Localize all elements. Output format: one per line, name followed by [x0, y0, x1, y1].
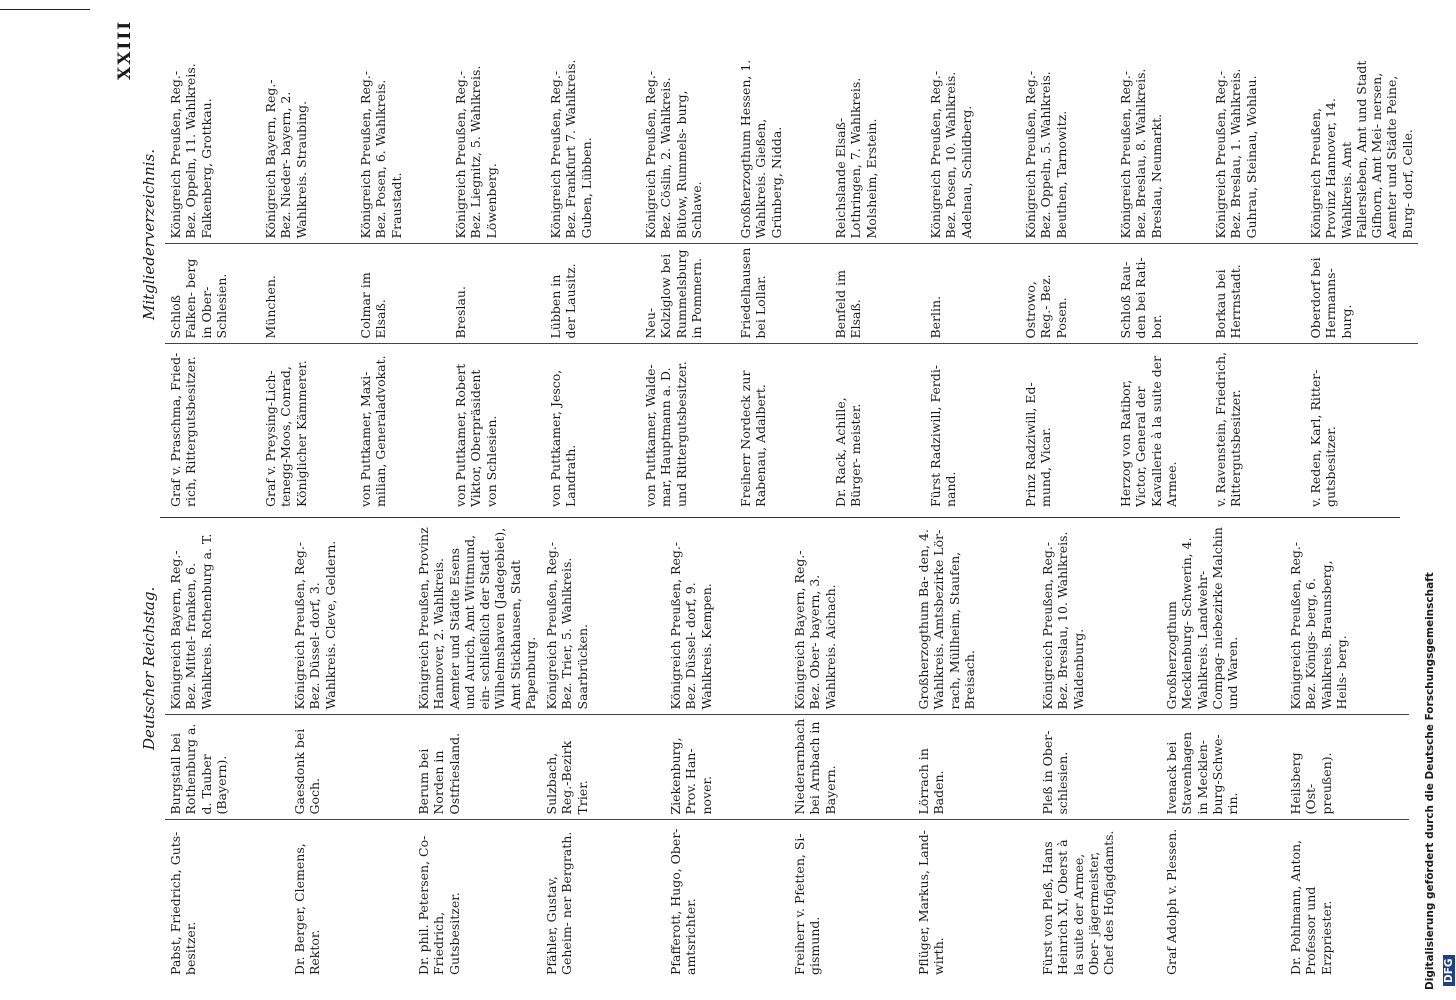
side-credit: [1418, 572, 1456, 990]
member-name: von Puttkamer, Jesco, Landrath.: [548, 369, 579, 507]
member-row: [1115, 52, 1210, 512]
member-name: Dr. Berger, Clemens, Rektor.: [292, 843, 323, 975]
constituency: Königreich Preußen, Reg.-Bez. Königs- berg, 6. Wahlkreis. Braunsberg, Heils- berg.: [1285, 522, 1409, 715]
page-number: XXIII: [115, 19, 135, 80]
member-table-left: [165, 522, 1409, 980]
constituency: Königreich Preußen, Reg.-Bez. Breslau, 1. Wahlkreis. Guhrau, Steinau, Wohlau.: [1210, 52, 1305, 244]
member-row: [260, 52, 355, 512]
residence: Benfeld im Elsaß.: [830, 244, 925, 344]
member-row: [289, 522, 413, 980]
constituency: Königreich Bayern, Reg.-Bez. Ober- bayern, 3. Wahlkreis. Aichach.: [789, 522, 913, 715]
residence: Burgstall bei Rothenburg a. d. Tauber (Bayern).: [165, 715, 289, 820]
column-divider: [160, 517, 1400, 518]
member-name: Prinz Radziwill, Ed- mund, Vicar.: [1023, 382, 1054, 507]
residence: Ostrowo, Reg.- Bez. Posen.: [1020, 244, 1115, 344]
member-name: Pfähler, Gustav, Geheim- ner Bergrath.: [544, 831, 575, 975]
member-row: [925, 52, 1020, 512]
residence: Berlin.: [925, 244, 1020, 344]
member-name: Pabst, Friedrich, Guts- besitzer.: [168, 831, 199, 975]
member-row: [830, 52, 925, 512]
residence: Schloß Rau- den bei Rati- bor.: [1115, 244, 1210, 344]
member-name: Dr. Rack, Achille, Bürger- meister.: [833, 397, 864, 507]
member-name: Graf v. Preysing-Lich- tenegg-Moos, Conrad, Königlicher Kämmerer.: [263, 360, 309, 507]
residence: Ivenack bei Stavenhagen in Mecklen- burg-Schwe- rin.: [1161, 715, 1285, 820]
member-name: Dr. Pohlmann, Anton, Professor und Erzpriester.: [1288, 839, 1334, 975]
constituency: Königreich Bayern, Reg.-Bez. Nieder- bayern, 2. Wahlkreis. Straubing.: [260, 52, 355, 244]
member-row: [1020, 52, 1115, 512]
member-name: Fürst Radziwill, Ferdi- nand.: [928, 364, 959, 507]
member-row: [413, 522, 541, 980]
member-name: von Puttkamer, Maxi- milian, Generaladvokat.: [358, 355, 389, 507]
constituency: Königreich Preußen, Reg.-Bez. Posen, 6. Wahlkreis. Fraustadt.: [355, 52, 450, 244]
residence: Heilsberg (Ost- preußen).: [1285, 715, 1409, 820]
constituency: Reichslande Elsaß- Lothringen, 7. Wahlkreis. Molsheim, Erstein.: [830, 52, 925, 244]
residence: Schloß Falken- berg in Ober- Schlesien.: [165, 244, 260, 344]
member-row: [165, 52, 260, 512]
member-name: von Puttkamer, Walde- mar, Hauptmann a. D. und Rittergutsbesitzer.: [643, 361, 689, 507]
residence: Gaesdonk bei Goch.: [289, 715, 413, 820]
member-row: [789, 522, 913, 980]
member-name: Freiherr v. Pfetten, Si- gismund.: [792, 833, 823, 975]
constituency: Großherzogthum Hessen, 1. Wahlkreis. Gießen, Grünberg, Nidda.: [735, 52, 830, 244]
residence: Niederarnbach bei Arnbach in Bayern.: [789, 715, 913, 820]
member-table-right: [165, 52, 1418, 512]
residence: Colmar im Elsaß.: [355, 244, 450, 344]
residence: Sulzbach, Reg.-Bezirk Trier.: [541, 715, 665, 820]
member-row: [1285, 522, 1409, 980]
residence: Oberdorf bei Hermanns- burg.: [1305, 244, 1418, 344]
constituency: Königreich Preußen, Reg.-Bez. Frankfurt 7. Wahlkreis. Guben, Lübben.: [545, 52, 640, 244]
credit-text: Digitalisierung gefördert durch die Deutsche Forschungsgemeinschaft: [1424, 572, 1436, 990]
constituency: Königreich Preußen, Reg.-Bez. Trier, 5. Wahlkreis. Saarbrücken.: [541, 522, 665, 715]
member-row: [1037, 522, 1161, 980]
member-name: v. Reden, Karl, Ritter- gutsbesitzer.: [1308, 369, 1339, 507]
dfg-logo: DFG: [1443, 955, 1455, 986]
member-name: Freiherr Nordeck zur Rabenau, Adalbert.: [738, 370, 769, 507]
scan-edge-mark: [0, 9, 90, 10]
constituency: Königreich Preußen, Provinz Hannover, 2. Wahlkreis. Aemter und Städte Esens und Aurich, Amt Wittmund, ein- schließlich der Stadt Wilhelmshaven (Jadegebiet), Amt Stickhausen, Stadt Papenburg.: [413, 522, 541, 715]
residence: Lübben in der Lausitz.: [545, 244, 640, 344]
heading-right: Mitgliederverzeichnis.: [140, 149, 158, 320]
residence: Borkau bei Herrnstadt.: [1210, 244, 1305, 344]
residence: Pleß in Ober- schlesien.: [1037, 715, 1161, 820]
member-row: [545, 52, 640, 512]
constituency: Königreich Preußen, Reg.-Bez. Posen, 10. Wahlkreis. Adelnau, Schildberg.: [925, 52, 1020, 244]
residence: München.: [260, 244, 355, 344]
member-row: [450, 52, 545, 512]
member-name: Graf Adolph v. Plessen.: [1164, 828, 1179, 975]
member-name: v. Ravenstein, Friedrich, Rittergutsbesitzer.: [1213, 351, 1244, 507]
member-row: [1210, 52, 1305, 512]
member-row: [913, 522, 1037, 980]
heading-left: Deutscher Reichstag.: [140, 586, 158, 750]
member-row: [640, 52, 735, 512]
constituency: Großherzogthum Ba- den, 4. Wahlkreis. Amtsbezirke Lör- rach, Müllheim, Staufen, Breisach.: [913, 522, 1037, 715]
constituency: Königreich Preußen, Reg.-Bez. Düssel- dorf, 3. Wahlkreis. Cleve, Geldern.: [289, 522, 413, 715]
member-name: Pflüger, Markus, Land- wirth.: [916, 830, 947, 975]
constituency: Königreich Bayern, Reg.-Bez. Mittel- franken, 6. Wahlkreis. Rothenburg a. T.: [165, 522, 289, 715]
member-name: Dr. phil. Petersen, Co- Friedrich, Gutsbesitzer.: [416, 835, 462, 975]
member-row: [1161, 522, 1285, 980]
constituency: Großherzogthum Mecklenburg- Schwerin, 4. Wahlkreis. Landwehr-Compag- niebezirke Malchin und Waren.: [1161, 522, 1285, 715]
constituency: Königreich Preußen, Reg.-Bez. Oppeln, 11. Wahlkreis. Falkenberg, Grottkau.: [165, 52, 260, 244]
member-row: [165, 522, 289, 980]
constituency: Königreich Preußen, Reg.-Bez. Breslau, 8. Wahlkreis. Breslau, Neumarkt.: [1115, 52, 1210, 244]
constituency: Königreich Preußen, Provinz Hannover, 14. Wahlkreis. Amt Fallersleben, Amt und Stadt Gifhorn, Amt Mei- nersen, Aemter und Städte Peine, Burg- dorf, Celle.: [1305, 52, 1418, 244]
member-row: [735, 52, 830, 512]
residence: Lörrach in Baden.: [913, 715, 1037, 820]
member-name: Pfafferott, Hugo, Ober- amtsrichter.: [668, 828, 699, 975]
constituency: Königreich Preußen, Reg.-Bez. Düssel- dorf, 9. Wahlkreis. Kempen.: [665, 522, 789, 715]
constituency: Königreich Preußen, Reg.-Bez. Breslau, 10. Wahlkreis. Waldenburg.: [1037, 522, 1161, 715]
member-row: [665, 522, 789, 980]
member-row: [541, 522, 665, 980]
constituency: Königreich Preußen, Reg.-Bez. Liegnitz, 5. Wahlkreis. Löwenberg.: [450, 52, 545, 244]
residence: Berum bei Norden in Ostfriesland.: [413, 715, 541, 820]
residence: Ziekenburg, Prov. Han- nover.: [665, 715, 789, 820]
member-name: von Puttkamer, Robert Viktor, Oberpräsident von Schlesien.: [453, 363, 499, 507]
constituency: Königreich Preußen, Reg.-Bez. Oppeln, 5. Wahlkreis. Beuthen, Tarnowitz.: [1020, 52, 1115, 244]
member-row: [1305, 52, 1418, 512]
residence: Friedelhausen bei Lollar.: [735, 244, 830, 344]
member-name: Graf v. Praschma, Fried- rich, Rittergutsbesitzer.: [168, 352, 199, 507]
constituency: Königreich Preußen, Reg.-Bez. Cöslin, 2. Wahlkreis. Bütow, Rummels- burg, Schlawe.: [640, 52, 735, 244]
member-row: [355, 52, 450, 512]
residence: Breslau.: [450, 244, 545, 344]
residence: Neu-Kolziglow bei Rummelsburg in Pommern.: [640, 244, 735, 344]
member-name: Herzog von Ratibor, Victor, General der Kavallerie à la suite der Armee.: [1118, 355, 1179, 507]
page-frame: [85, 19, 1415, 980]
member-name: Fürst von Pleß, Hans Heinrich XI, Oberst à la suite der Armee, Ober- jägermeister, Chef des Hofjagdamts.: [1040, 830, 1116, 975]
